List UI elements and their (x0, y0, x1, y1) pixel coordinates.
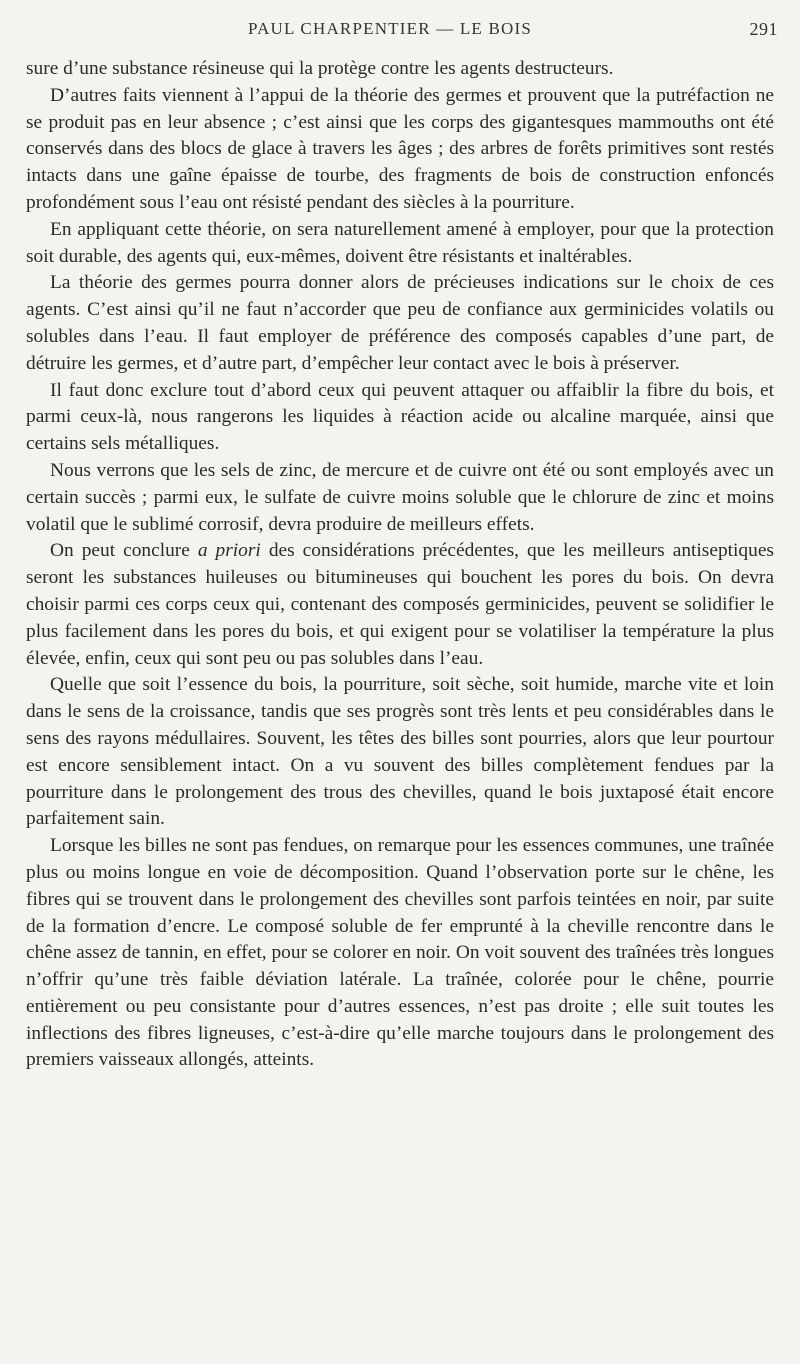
paragraph-decomposition-trail: Lorsque les billes ne sont pas fendues, on remarque pour les essences communes, une traînée plus ou moins longue en voie de décomposition. Quand l’observation porte sur le chêne, les fibres qui se trouvent dans le prolongement des chevilles sont parfois teintées en noir, par suite de la formation d’encre. Le composé soluble de fer emprunté à la cheville rencontre dans le chêne assez de tannin, en effet, pour se colorer en noir. On voit souvent des traînées très longues n’offrir qu’une très faible déviation latérale. La traînée, colorée pour le chêne, pourrie entièrement ou peu consistante pour d’autres essences, n’est pas droite ; elle suit toutes les inflections des fibres ligneuses, c’est-à-dire qu’elle marche toujours dans le prolongement des premiers vaisseaux allongés, atteints. (26, 835, 774, 1071)
a-priori-italic: a priori (197, 540, 261, 562)
conclusion-text-before: On peut conclure (50, 540, 198, 562)
body-text (26, 56, 774, 1074)
paragraph-conclusion-a-priori (26, 538, 774, 672)
paragraph-continuation: sure d’une substance résineuse qui la protège contre les agents destructeurs. (26, 58, 614, 79)
page-number: 291 (749, 19, 778, 39)
conclusion-text-after: des considérations précédentes, que les meilleurs antiseptiques seront les substances huileuses ou bitumineuses qui bouchent les pores du bois. On devra choisir parmi ces corps ceux qui, contenant des composés germinicides, peuvent se solidifier le plus facilement dans les pores du bois, et qui exigent pour se volatiliser la température la plus élevée, enfin, ceux qui sont peu ou pas solubles dans l’eau. (26, 540, 774, 669)
paragraph-rot-direction: Quelle que soit l’essence du bois, la pourriture, soit sèche, soit humide, marche vite et loin dans le sens de la croissance, tandis que ses progrès sont très lents et peu considérables dans le sens des rayons médullaires. Souvent, les têtes des billes sont pourries, alors que leur pourtour est encore sensiblement intact. On a vu souvent des billes complètement fendues par la pourriture dans le prolongement des trous des chevilles, quand le bois juxtaposé était encore parfaitement sain. (26, 674, 774, 830)
paragraph-applying-theory: En appliquant cette théorie, on sera naturellement amené à employer, pour que la protection soit durable, des agents qui, eux-mêmes, doivent être résistants et inaltérables. (26, 218, 774, 267)
paragraph-choice-of-agents: La théorie des germes pourra donner alors de précieuses indications sur le choix de ces agents. C’est ainsi qu’il ne faut n’accorder que peu de confiance aux germinicides volatils ou solubles dans l’eau. Il faut employer de préférence des composés capables d’une part, de détruire les germes, et d’autre part, d’empêcher leur contact avec le bois à préserver. (26, 272, 774, 374)
paragraph-metal-salts: Nous verrons que les sels de zinc, de mercure et de cuivre ont été ou sont employés avec un certain succès ; parmi eux, le sulfate de cuivre moins soluble que le chlorure de zinc et moins volatil que le sublimé corrosif, devra produire de meilleurs effets. (26, 459, 774, 535)
paragraph-exclusions: Il faut donc exclure tout d’abord ceux qui peuvent attaquer ou affaiblir la fibre du bois, et parmi ceux-là, nous rangerons les liquides à réaction acide ou alcaline marquée, ainsi que certains sels métalliques. (26, 379, 774, 455)
running-header (26, 19, 778, 43)
paragraph-germ-theory-evidence: D’autres faits viennent à l’appui de la théorie des germes et prouvent que la putréfaction ne se produit pas en leur absence ; c’est ainsi que les corps des gigantesques mammouths ont été conservés dans des blocs de glace à travers les âges ; des arbres de forêts primitives sont restés intacts dans une gaîne épaisse de tourbe, des fragments de bois de construction enfoncés profondément sous l’eau ont résisté pendant des siècles à la pourriture. (26, 84, 774, 213)
running-title: PAUL CHARPENTIER — LE BOIS (247, 19, 533, 38)
